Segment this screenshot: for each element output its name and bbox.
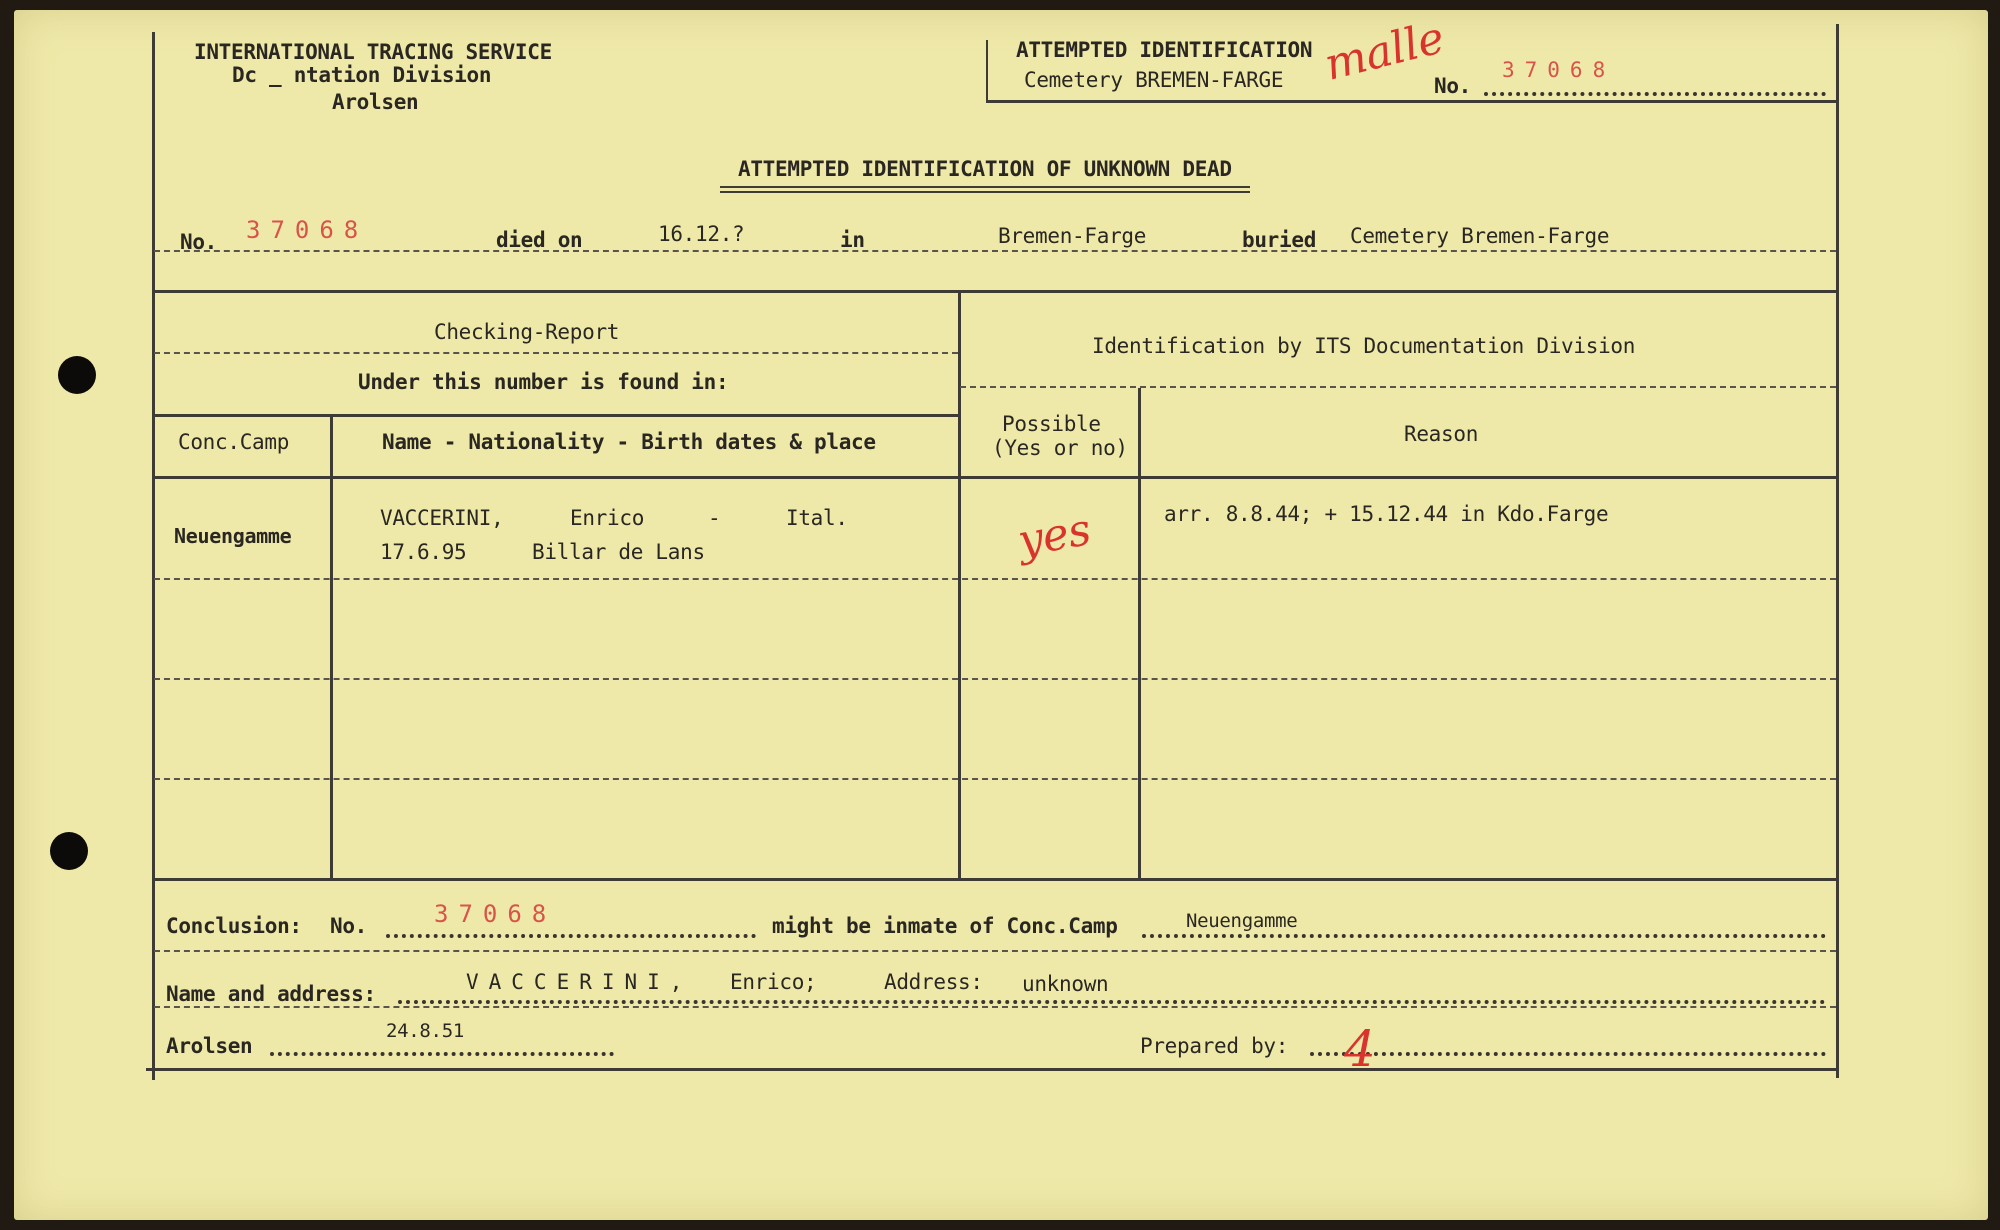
row-line-1 xyxy=(154,578,1836,580)
col-camp-header: Conc.Camp xyxy=(178,430,290,454)
record-no-label: No. xyxy=(180,230,218,254)
conclusion-line xyxy=(154,950,1836,952)
frame-right xyxy=(1836,24,1839,1078)
conclusion-no-value: 37068 xyxy=(434,900,557,928)
org-name: INTERNATIONAL TRACING SERVICE xyxy=(194,40,552,64)
title-underline-2 xyxy=(720,191,1250,193)
header-box-cemetery: Cemetery BREMEN-FARGE xyxy=(1024,68,1284,92)
in-value: Bremen-Farge xyxy=(998,224,1147,248)
under-number-text: Under this number is found in: xyxy=(358,370,729,394)
died-value: 16.12.? xyxy=(658,222,745,246)
table-divider-reason xyxy=(1138,388,1141,878)
conclusion-no-label: No. xyxy=(330,914,368,938)
address-label: Address: xyxy=(884,970,983,994)
column-header-bottom xyxy=(154,476,1836,479)
row-birth-date: 17.6.95 xyxy=(380,540,467,564)
header-no-value: 37068 xyxy=(1502,58,1616,82)
punch-hole-top xyxy=(58,356,96,394)
row-camp: Neuengamme xyxy=(174,524,292,548)
punch-hole-bottom xyxy=(50,832,88,870)
record-no-value: 37068 xyxy=(246,216,369,244)
org-location: Arolsen xyxy=(332,90,419,114)
name-address-dots xyxy=(398,1000,1826,1004)
conclusion-inmate-text: might be inmate of Conc.Camp xyxy=(772,914,1118,938)
table-divider-camp xyxy=(330,416,333,878)
tracing-card xyxy=(14,10,1988,1220)
row-surname: VACCERINI, xyxy=(380,506,504,530)
table-divider-main xyxy=(958,290,961,878)
col-possible-header-1: Possible xyxy=(1002,412,1101,436)
row-reason: arr. 8.8.44; + 15.12.44 in Kdo.Farge xyxy=(1164,502,1609,526)
died-label: died on xyxy=(496,228,583,252)
footer-place: Arolsen xyxy=(166,1034,253,1058)
table-top-line xyxy=(154,290,1836,293)
conclusion-no-dots xyxy=(386,934,756,938)
row-line-2 xyxy=(154,678,1836,680)
record-line xyxy=(154,250,1836,252)
org-division: Dc _ ntation Division xyxy=(232,63,492,87)
conclusion-label: Conclusion: xyxy=(166,914,302,938)
table-bottom-line xyxy=(154,878,1836,881)
col-name-header: Name - Nationality - Birth dates & place xyxy=(382,430,876,454)
header-no-dots xyxy=(1484,92,1826,96)
header-box-bottom xyxy=(986,100,1838,103)
identification-header: Identification by ITS Documentation Division xyxy=(1092,334,1636,358)
prepared-by-label: Prepared by: xyxy=(1140,1034,1289,1058)
in-label: in xyxy=(840,228,865,252)
column-header-top xyxy=(154,414,958,417)
address-value: unknown xyxy=(1022,972,1109,996)
header-box-title: ATTEMPTED IDENTIFICATION xyxy=(1016,38,1313,62)
col-possible-header-2: (Yes or no) xyxy=(992,436,1128,460)
name-address-line xyxy=(154,1006,1836,1008)
row-nationality: Ital. xyxy=(786,506,848,530)
frame-bottom xyxy=(146,1068,1836,1071)
footer-date: 24.8.51 xyxy=(386,1020,464,1042)
buried-label: buried xyxy=(1242,228,1317,252)
row-possible: yes xyxy=(1014,504,1095,567)
prepared-by-dots xyxy=(1310,1052,1826,1056)
identification-line xyxy=(960,386,1836,388)
name-address-surname: VACCERINI, xyxy=(466,970,693,994)
page-title: ATTEMPTED IDENTIFICATION OF UNKNOWN DEAD xyxy=(738,157,1232,181)
checking-line xyxy=(154,352,958,354)
row-birth-place: Billar de Lans xyxy=(532,540,705,564)
checking-report-title: Checking-Report xyxy=(434,320,620,344)
name-address-label: Name and address: xyxy=(166,982,376,1006)
row-firstname: Enrico xyxy=(570,506,645,530)
conclusion-camp-dots xyxy=(1142,934,1826,938)
handwritten-note: malle xyxy=(1319,12,1450,91)
row-dash: - xyxy=(708,506,721,530)
header-no-label: No. xyxy=(1434,74,1472,98)
frame-left xyxy=(152,32,155,1080)
footer-date-dots xyxy=(270,1052,614,1056)
prepared-by-signature: 4 xyxy=(1344,1020,1376,1078)
name-address-firstname: Enrico; xyxy=(730,970,817,994)
conclusion-camp-value: Neuengamme xyxy=(1186,910,1298,932)
row-line-3 xyxy=(154,778,1836,780)
col-reason-header: Reason xyxy=(1404,422,1479,446)
buried-value: Cemetery Bremen-Farge xyxy=(1350,224,1610,248)
title-underline xyxy=(720,186,1250,188)
header-box-left xyxy=(986,40,988,100)
